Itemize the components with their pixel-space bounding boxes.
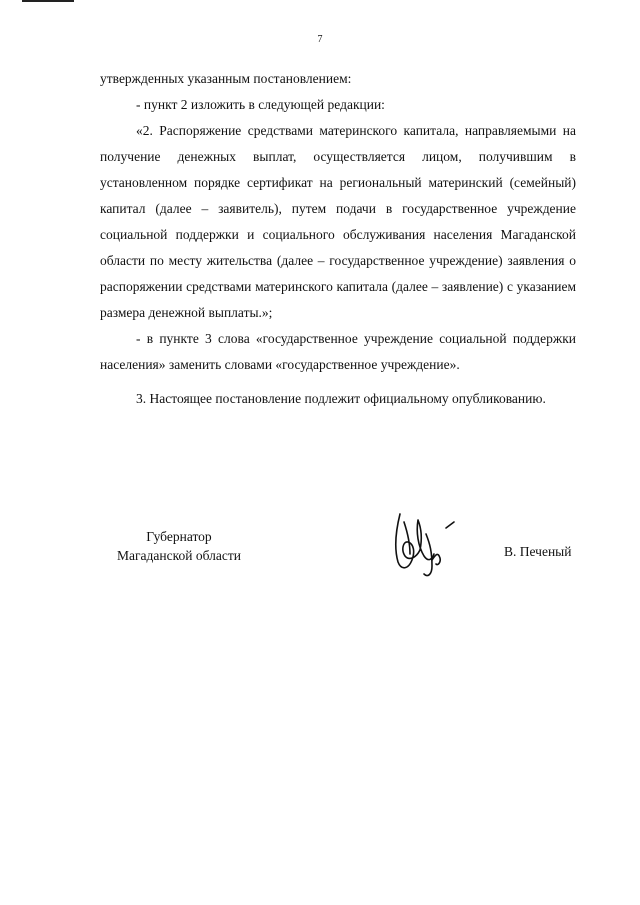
position-region: Магаданской области xyxy=(117,548,241,563)
position-title: Губернатор xyxy=(146,529,212,544)
scan-edge-mark xyxy=(22,0,74,2)
body-paragraph: «2. Распоряжение средствами материнского капитала, направляемыми на получение денежных выплат, осуществляется лицом, получившим в установленном порядке сертификат на региональный материнский (семейный) капитал (далее – заявитель), путем подачи в государственное учреждение социальной поддержки и социального обслуживания населения Магаданской области по месту жительства (далее – государственное учреждение) заявления о распоряжении средствами материнского капитала (далее – заявление) с указанием размера денежной выплаты.»; xyxy=(100,123,576,320)
signatory-name: В. Печеный xyxy=(504,544,572,559)
body-paragraph: 3. Настоящее постановление подлежит официальному опубликованию. xyxy=(136,391,546,406)
body-paragraph: - в пункте 3 слова «государственное учреждение социальной поддержки населения» заменить словами «государственное учреждение». xyxy=(100,331,576,372)
handwritten-signature xyxy=(392,500,462,582)
body-paragraph: утвержденных указанным постановлением: xyxy=(100,71,352,86)
document-body xyxy=(100,66,576,412)
body-paragraph: - пункт 2 изложить в следующей редакции: xyxy=(136,97,385,112)
page-number: 7 xyxy=(317,34,323,45)
signatory-position xyxy=(104,527,254,565)
